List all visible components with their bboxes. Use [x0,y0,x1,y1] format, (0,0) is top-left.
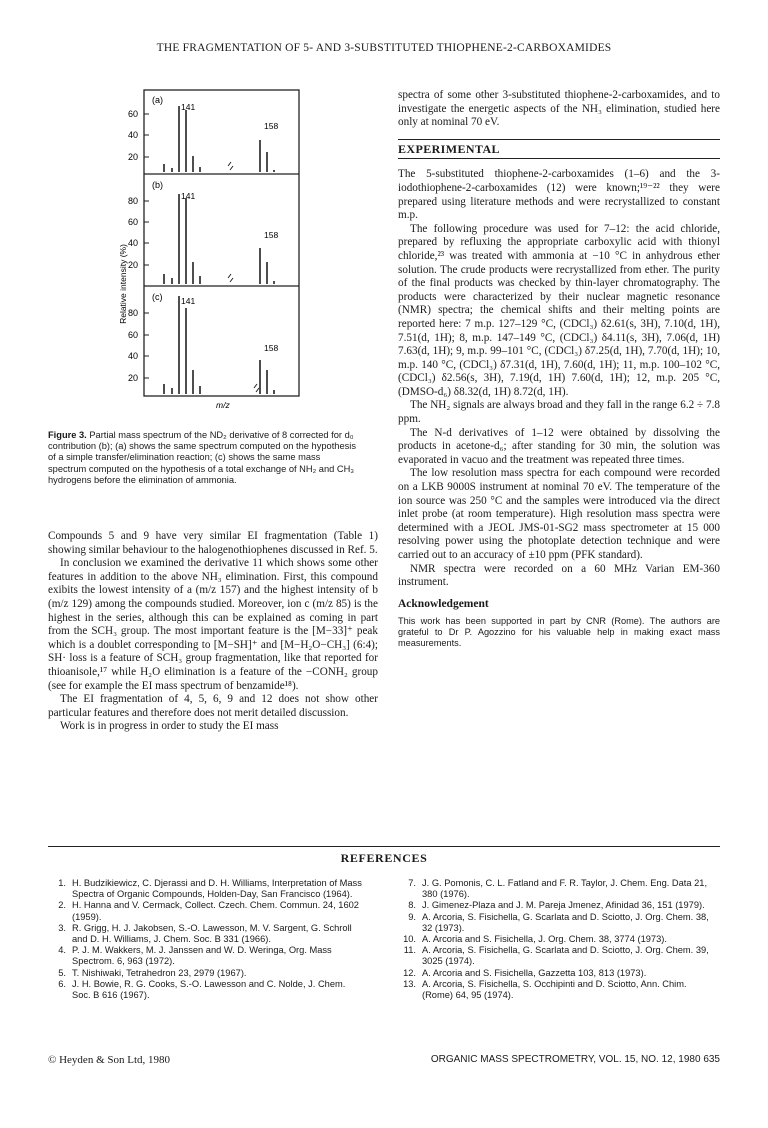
tick-label: 20 [127,260,138,270]
ref-text: P. J. M. Wakkers, M. J. Janssen and W. D. Weringa, Org. Mass Spectrom. 6, 963 (1972). [72,945,332,967]
ref-number: 13. [403,978,416,989]
paragraph: The N-d derivatives of 1–12 were obtained by dissolving the products in acetone-d₆; after standing for 30 min, the solution was evaporated in vacuo and the treatment was repeated three times. [398,426,720,466]
acknowledgement-heading: Acknowledgement [398,597,489,610]
panel-c-label: (c) [152,292,163,302]
reference-item [398,945,720,967]
panel-c-yticks [128,308,149,383]
paragraph: spectra of some other 3-substituted thiophene-2-carboxamides, and to investigate the energetic aspects of the NH₃ elimination, studied here only at nominal 70 eV. [398,89,720,129]
paragraph: The 5-substituted thiophene-2-carboxamides (1–6) and the 3-iodothiophene-2-carboxamides (12) were known;¹⁹⁻²² they were prepared using literature methods and were recrystallized to constant m.p. [398,168,720,222]
ref-number: 8. [408,900,416,911]
ref-number: 3. [58,922,66,933]
ref-text: A. Arcoria, S. Fisichella, S. Occhipinti and D. Sciotto, Ann. Chim. (Rome) 64, 95 (1974). [422,978,687,1001]
ref-text: J. Gimenez-Plaza and J. M. Pareja Jmenez, Afinidad 36, 151 (1979). [422,900,705,911]
ref-text: T. Nishiwaki, Tetrahedron 23, 2979 (1967). [72,967,247,978]
tick-label: 60 [127,330,138,340]
ref-number: 7. [408,878,416,888]
panel-b-peaks [164,194,274,284]
panel-a-peaks [164,106,274,172]
ref-text: A. Arcoria and S. Fisichella, Gazzetta 103, 813 (1973). [422,967,647,978]
tick-label: 20 [127,373,138,383]
caption-text: Partial mass spectrum of the ND₂ derivative of 8 corrected for d₀ contribution (b); (a) shows the same spectrum computed on the hypothesis of a simple transfer/elimination reaction; (c) shows the same mass spectrum computed on the hypothesis of a total exchange of NH₂ and CH₃ hydrogens before the elimination of ammonia. [48,430,356,485]
reference-item [48,968,364,979]
reference-item [48,900,364,922]
ref-number: 11. [403,945,416,956]
ref-text: H. Hanna and V. Cermack, Collect. Czech. Chem. Commun. 24, 1602 (1959). [72,900,359,922]
paragraph: Work is in progress in order to study the EI mass [60,720,279,733]
peak-label-141-c: 141 [181,296,196,306]
paragraph: The low resolution mass spectra for each compound were recorded on a LKB 9000S instrument at nominal 70 eV. The temperature of the ion source was 250 °C and the samples were introduced via the direct inlet probe (at room temperature). High resolution mass spectra were determined with a JEOL JMS-01-SG2 mass spectrometer at 15 000 resolving power using the photoplate detection technique and were carried out to an accuracy of ±10 ppm (PFK standard). [398,467,720,561]
reference-item [48,923,364,945]
paragraph: The EI fragmentation of 4, 5, 6, 9 and 12 does not show other particular features and therefore does not merit detailed discussion. [48,693,378,719]
ref-number: 10. [403,934,416,945]
reference-item [398,912,720,934]
ref-text: A. Arcoria and S. Fisichella, J. Org. Chem. 38, 3774 (1973). [422,934,667,945]
ref-number: 12. [403,967,416,978]
tick-label: 60 [127,109,138,119]
reference-item [398,968,720,979]
tick-label: 80 [127,196,138,206]
caption-lead: Figure 3. [48,430,87,440]
figure-3-spectra [48,86,368,416]
footer-copyright: © Heyden & Son Ltd, 1980 [48,1054,171,1066]
reference-item [48,878,364,900]
references-right [398,878,720,1001]
footer-journal: ORGANIC MASS SPECTROMETRY, VOL. 15, NO. 12, 1980 635 [430,1054,720,1065]
y-axis-label: Relative intensity (%) [118,244,128,324]
peak-label-141-b: 141 [181,191,196,201]
section-heading: EXPERIMENTAL [398,139,720,160]
reference-item [398,878,720,900]
ref-text: A. Arcoria, S. Fisichella, G. Scarlata and D. Sciotto, J. Org. Chem. 38, 32 (1973). [422,911,709,933]
ref-number: 9. [408,911,416,922]
axis-break [228,274,233,282]
peak-label-158-c: 158 [264,343,279,353]
reference-item [398,934,720,945]
references-left [48,878,364,1001]
ref-text: J. G. Pomonis, C. L. Fatland and F. R. Taylor, J. Chem. Eng. Data 21, 380 (1976). [422,878,708,900]
tick-label: 20 [127,152,138,162]
axis-break [228,162,233,170]
reference-item [398,979,720,1001]
right-column [398,89,720,649]
ref-number: 4. [58,945,66,956]
left-column [48,530,378,734]
axis-break [254,384,259,392]
panel-b-yticks [128,196,149,270]
panel-a-yticks [128,109,149,162]
paragraph: Compounds 5 and 9 have very similar EI fragmentation (Table 1) showing similar behaviour to the halogenothiophenes discussed in Ref. 5. [48,530,378,556]
ref-text: J. H. Bowie, R. G. Cooks, S.-O. Lawesson and C. Nolde, J. Chem. Soc. B 616 (1967). [72,978,346,1001]
ref-number: 5. [58,967,66,978]
peak-label-158-a: 158 [264,121,279,131]
panel-c-peaks [164,296,274,394]
tick-label: 40 [127,238,138,248]
paragraph: NMR spectra were recorded on a 60 MHz Varian EM-360 instrument. [398,562,720,589]
paragraph: The following procedure was used for 7–12: the acid chloride, prepared by refluxing the appropriate carboxylic acid with thionyl chloride,²³ was treated with ammonia at −10 °C in anhydrous ether solution. The crude products were recrystallized from ether. The purity of the final products was checked by thin-layer chromatography. The products were characterized by their nuclear magnetic resonance (NMR) spectra; the chemical shifts and their melting points are reported here: 7 m.p. 127–129 °C, (CDCl₃) δ2.61(s, 3H), 7.10(d, 1H), 7.51(d, 1H); 8, m.p. 147–149 °C, (CDCl₃) δ4.11(s, 3H), 7.06(d, 1H) 7.63(d, 1H); 9, m.p. 99–101 °C, (CDCl₃) δ7.25(d, 1H), 7.70(d, 1H); 10, m.p. 140 °C, (CDCl₃) δ7.31(d, 1H), 7.60(d, 1H); 11, m.p. 100–102 °C, (CDCl₃) δ2.56(s, 3H), 7.19(d, 1H) 7.60(d, 1H); 12, m.p. 205 °C, (DMSO-d₆) δ8.32(d, 1H) 8.72(d, 1H). [398,222,720,398]
references-heading: REFERENCES [340,851,428,865]
paragraph: In conclusion we examined the derivative 11 which shows some other features in addition to the above NH₃ elimination. First, this compound exibits the lowest intensity of a (m/z 157) and the highest intensity of b (m/z 129) among the compounds studied. Moreover, ion c (m/z 85) is the highest in the series, although this can be explained as coming in part from the SCH₃ group. The most important feature is the [M−33]⁺ peak which is a doublet corresponding to [M−SH]⁺ and [M−H₂O−CH₃] (6:4); SH· loss is a feature of SCH₃ group fragmentation, like that reported for thioanisole,¹⁷ while H₂O elimination is a feature of the −CONH₂ group (see for example the EI mass spectrum of benzamide¹⁸). [48,557,378,692]
acknowledgement-text: This work has been supported in part by CNR (Rome). The authors are grateful to Dr P. Agozzino for his valuable help in making exact mass measurements. [398,616,720,649]
running-header: THE FRAGMENTATION OF 5- AND 3-SUBSTITUTED THIOPHENE-2-CARBOXAMIDES [156,42,612,54]
peak-label-141-a: 141 [181,102,196,112]
peak-label-158-b: 158 [264,230,279,240]
x-axis-label: m/z [216,400,230,410]
ref-number: 6. [58,978,66,989]
tick-label: 60 [127,217,138,227]
reference-item [398,900,720,911]
ref-text: A. Arcoria, S. Fisichella, G. Scarlata and D. Sciotto, J. Org. Chem. 39, 3025 (1974). [422,945,709,967]
ref-text: H. Budzikiewicz, C. Djerassi and D. H. Williams, Interpretation of Mass Spectra of Organic Compounds, Holden-Day, San Francisco (1964). [72,878,362,900]
ref-text: R. Grigg, H. J. Jakobsen, S.-O. Lawesson, M. V. Sargent, G. Schroll and D. H. Williams, J. Chem. Soc. B 331 (1966). [72,922,352,945]
paragraph: The NH₂ signals are always broad and they fall in the range 6.2 ÷ 7.8 ppm. [398,399,720,426]
panel-a-label: (a) [152,95,163,105]
ref-number: 1. [58,878,66,888]
ref-number: 2. [58,900,66,911]
figure-caption [48,430,358,486]
tick-label: 80 [127,308,138,318]
reference-item [48,979,364,1001]
tick-label: 40 [127,130,138,140]
panel-b-label: (b) [152,180,163,190]
tick-label: 40 [127,351,138,361]
references-rule [48,846,720,847]
reference-item [48,945,364,967]
